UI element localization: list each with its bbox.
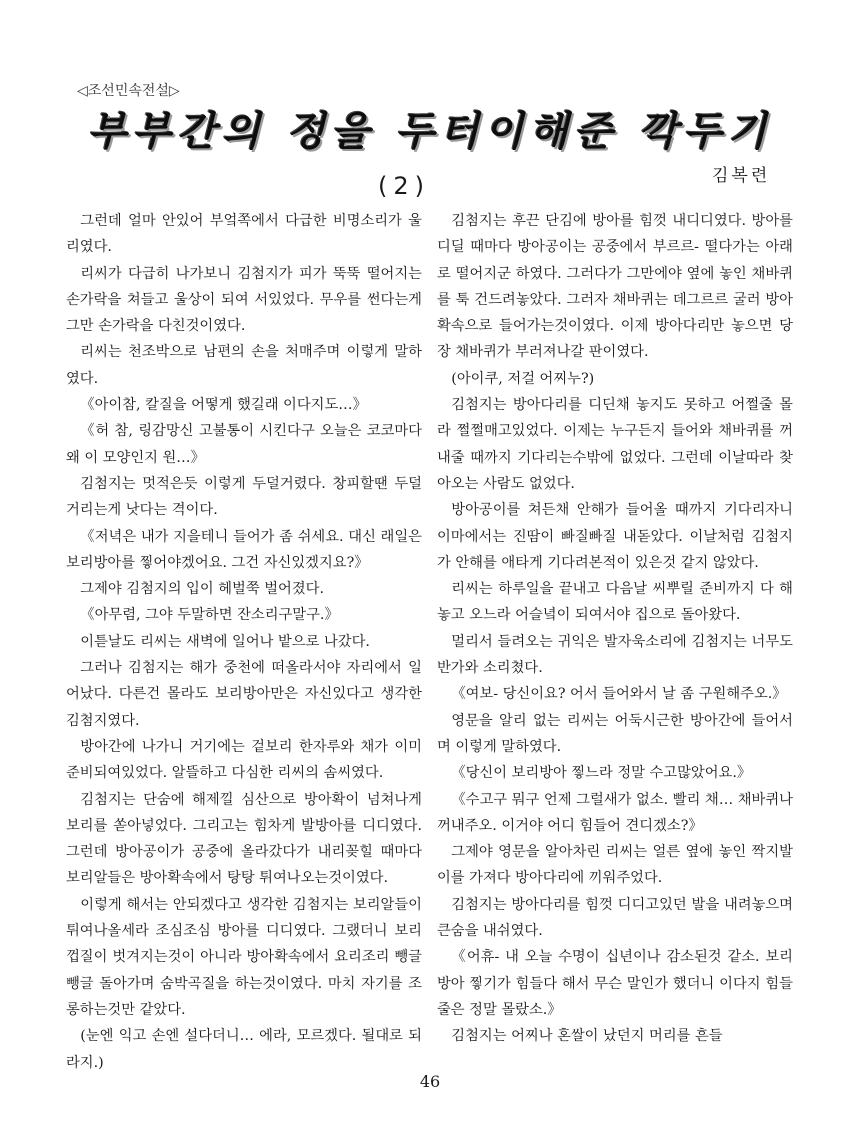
paragraph: 이렇게 해서는 안되겠다고 생각한 김첨지는 보리알들이 튀여나올세라 조심조심 방아를 디디였다. 그랬더니 보리껍질이 벗겨지는것이 아니라 방아확속에서 요리조리 뺑글뺑글 돌아가며 숨박곡질을 하는것이였다. 마치 자기를 조롱하는것만 같았다. [66, 896, 422, 1018]
series-label: ◁조선민속전설▷ [77, 83, 180, 99]
paragraph: 《수고구 뭐구 언제 그럴새가 없소. 빨리 채… 채바퀴나 꺼내주오. 이거야 어디 힘들어 견디겠소?》 [437, 791, 793, 834]
paragraph: 《허 참, 링감망신 고불통이 시킨다구 오늘은 코코마다 왜 이 모양인지 원…》 [66, 423, 422, 466]
paragraph: 《당신이 보리방아 찧느라 정말 수고많았어요.》 [451, 765, 752, 782]
paragraph: 리씨가 다급히 나가보니 김첨지가 피가 뚝뚝 떨어지는 손가락을 쳐들고 울상이 되여 서있었다. 무우를 썬다는게 그만 손가락을 다친것이였다. [66, 265, 422, 335]
left-column [66, 208, 422, 1076]
paragraph: 김첨지는 방아다리를 힘껏 디디고있던 발을 내려놓으며 큰숨을 내쉬였다. [437, 896, 793, 940]
paragraph: 멀리서 들려오는 귀익은 발자욱소리에 김첨지는 너무도 반가와 소리쳤다. [437, 633, 793, 677]
paragraph: 그제야 김첨지의 입이 헤벌쭉 벌어졌다. [80, 581, 324, 598]
paragraph: 그런데 얼마 안있어 부엌쪽에서 다급한 비명소리가 울리였다. [66, 213, 422, 256]
paragraph: 그제야 영문을 알아차린 리씨는 얼른 옆에 놓인 짝지발이를 가져다 방아다리에 끼워주었다. [437, 844, 793, 887]
story-title: 부부간의 정을 두터이해준 깍두기 [87, 109, 773, 155]
paragraph: (아이쿠, 저걸 어찌누?) [451, 370, 595, 387]
paragraph: 《저녁은 내가 지을테니 들어가 좀 쉬세요. 대신 래일은 보리방아를 찧어야겠어요. 그건 자신있겠지요?》 [66, 528, 422, 571]
paragraph: 김첨지는 방아다리를 디딘채 놓지도 못하고 어쩔줄 몰라 쩔쩔매고있었다. 이제는 누구든지 들어와 채바퀴를 꺼내줄 때까지 기다리는수밖에 없었다. 그런데 이날따라 찾아오는 사람도 없었다. [437, 397, 793, 492]
paragraph: 《아무렴, 그야 두말하면 잔소리구말구.》 [80, 607, 339, 624]
paragraph: 김첨지는 멋적은듯 이렇게 두덜거렸다. 창피할땐 두덜거리는게 낫다는 격이다. [66, 475, 422, 519]
paragraph: 방아간에 나가니 거기에는 겉보리 한자루와 채가 이미 준비되여있었다. 알뜰하고 다심한 리씨의 솜씨였다. [66, 738, 422, 782]
part-number: (2) [378, 172, 430, 200]
paragraph: 이튿날도 리씨는 새벽에 일어나 밭으로 나갔다. [80, 633, 370, 650]
paragraph: 리씨는 천조박으로 남편의 손을 처매주며 이렇게 말하였다. [66, 344, 422, 387]
right-column [437, 208, 793, 1050]
paragraph: (눈엔 익고 손엔 설다더니… 에라, 모르겠다. 될대로 되라지.) [66, 1028, 422, 1071]
paragraph: 《아이참, 칼질을 어떻게 했길래 이다지도…》 [80, 397, 367, 414]
paragraph: 영문을 알리 없는 리씨는 어둑시근한 방아간에 들어서며 이렇게 말하였다. [437, 712, 793, 755]
paragraph: 그러나 김첨지는 해가 중천에 떠올라서야 자리에서 일어났다. 다른건 몰라도 보리방아만은 자신있다고 생각한 김첨지였다. [66, 660, 422, 729]
paragraph: 《여보- 당신이요? 어서 들어와서 날 좀 구원해주오.》 [451, 686, 787, 703]
paragraph: 김첨지는 단숨에 해제낄 심산으로 방아확이 넘쳐나게 보리를 쏟아넣었다. 그리고는 힘차게 발방아를 디디였다. 그런데 방아공이가 공중에 올라갔다가 내리꽂힐 때마다 보리알들은 방아확속에서 탕탕 튀여나오는것이였다. [66, 791, 422, 887]
paragraph: 리씨는 하루일을 끝내고 다음날 씨뿌릴 준비까지 다 해놓고 오느라 어슬녘이 되여서야 집으로 돌아왔다. [437, 581, 793, 624]
paragraph: 김첨지는 후끈 단김에 방아를 힘껏 내디디였다. 방아를 디딜 때마다 방아공이는 공중에서 부르르- 떨다가는 아래로 떨어지군 하였다. 그러다가 그만에야 옆에 놓인 채바퀴를 툭 건드려놓았다. 그러자 채바퀴는 데그르르 굴러 방아확속으로 들어가는것이였다. 이제 방아다리만 놓으면 당장 채바퀴가 부러져나갈 판이였다. [437, 213, 793, 361]
author-name: 김복련 [712, 166, 771, 186]
page-number: 46 [419, 1072, 441, 1091]
paragraph: 《어휴- 내 오늘 수명이 십년이나 감소된것 같소. 보리방아 찧기가 힘들다 해서 무슨 말인가 했더니 이다지 힘들줄은 정말 몰랐소.》 [437, 949, 793, 1018]
paragraph: 방아공이를 쳐든채 안해가 들어올 때까지 기다리자니 이마에서는 진땀이 빠질빠질 내돋았다. 이날처럼 김첨지가 안해를 애타게 기다려본적이 있은것 같지 않았다. [437, 502, 793, 571]
paragraph: 김첨지는 어찌나 혼쌀이 났던지 머리를 흔들 [451, 1028, 723, 1045]
